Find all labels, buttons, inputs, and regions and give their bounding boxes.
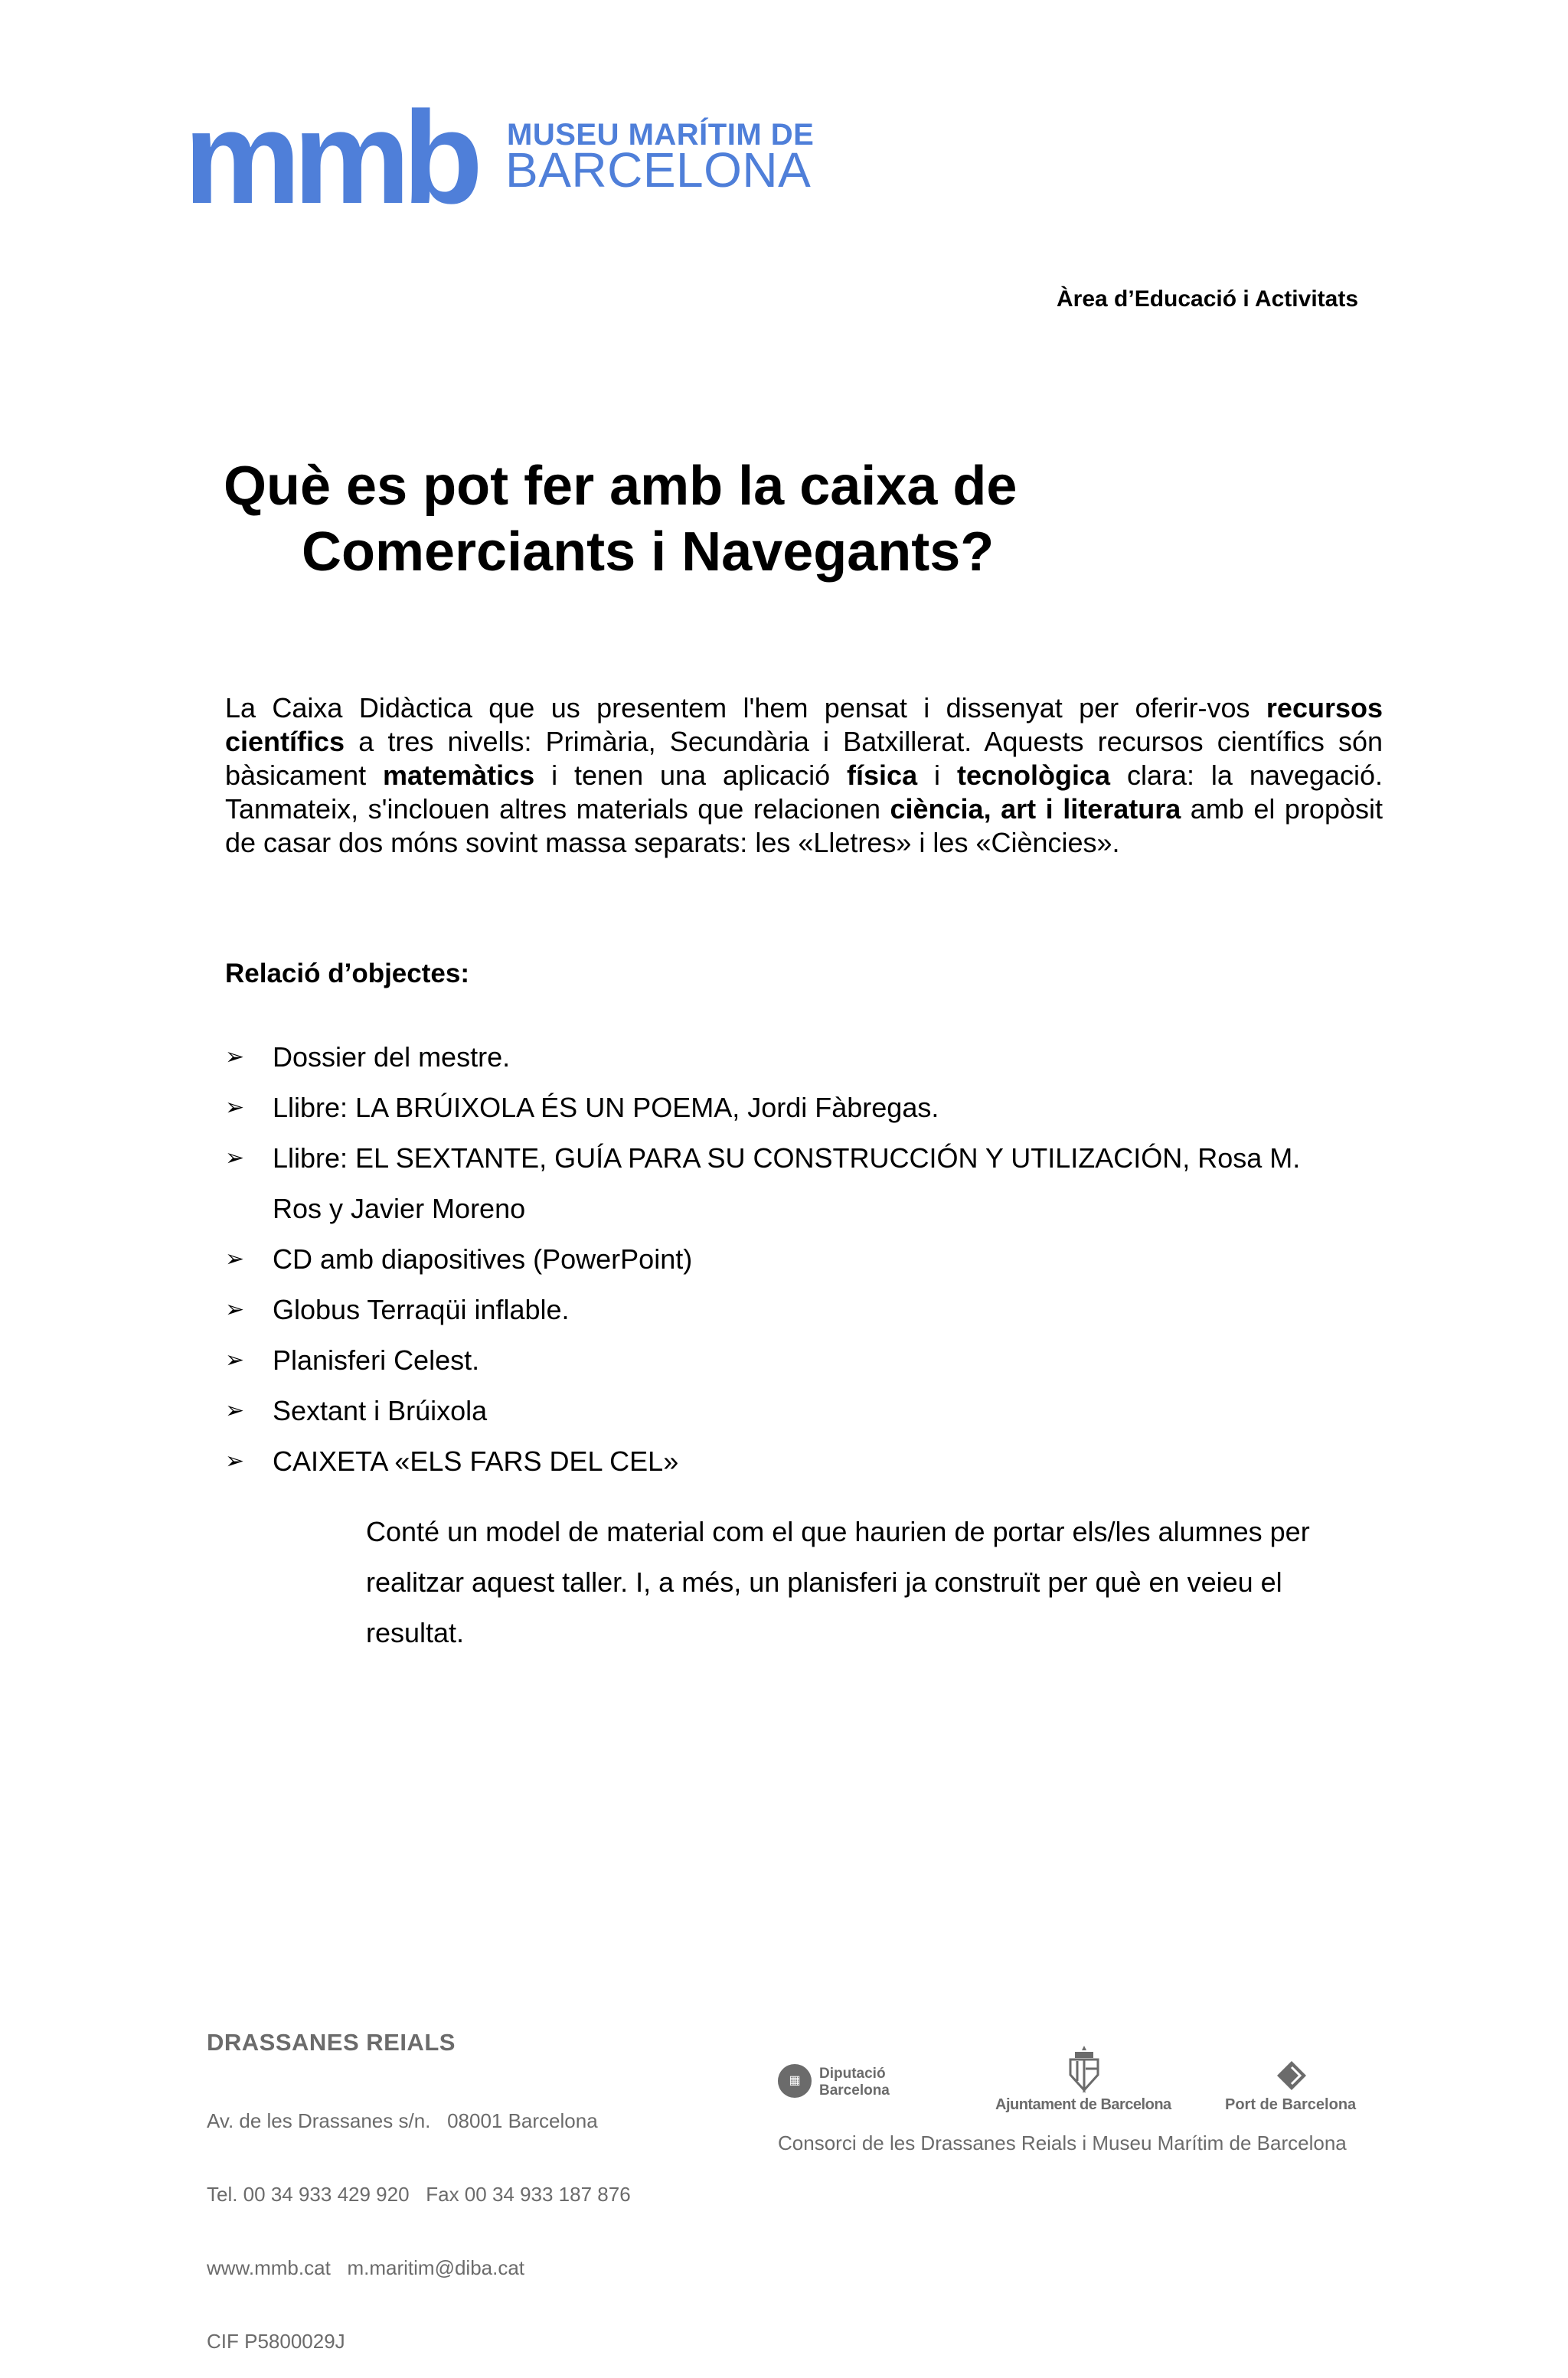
footer-address: Av. de les Drassanes s/n. 08001 Barcelona [207, 2109, 598, 2132]
department-label: Àrea d’Educació i Activitats [1056, 286, 1358, 312]
list-item-text: Dossier del mestre. [273, 1041, 511, 1073]
list-item [225, 1083, 1404, 1133]
intro-bold-run: ciència, art i literatura [890, 793, 1181, 825]
ajuntament-label: Ajuntament de Barcelona [995, 2096, 1171, 2113]
diputacio-label: Diputació Barcelona [819, 2066, 890, 2099]
footer-phone: Tel. 00 34 933 429 920 Fax 00 34 933 187 876 [207, 2183, 631, 2206]
title-line-1: Què es pot fer amb la caixa de [224, 456, 1018, 517]
footer-cif: CIF P5800029J [207, 2330, 345, 2353]
list-item-text: CD amb diapositives (PowerPoint) [273, 1243, 693, 1275]
arrow-bullet-icon: ➢ [225, 1449, 245, 1474]
list-item [225, 1436, 1404, 1487]
logo-text-line2: BARCELONA [505, 142, 812, 198]
intro-bold-run: matemàtics [383, 759, 535, 791]
intro-run: La Caixa Didàctica que us presentem l'hem pensat i dissenyat per oferir-vos [225, 692, 1266, 724]
list-item-text: Llibre: EL SEXTANTE, GUÍA PARA SU CONSTRUCCIÓN Y UTILIZACIÓN, Rosa M. [273, 1142, 1301, 1174]
arrow-bullet-icon: ➢ [225, 1044, 245, 1070]
list-item-text: Globus Terraqüi inflable. [273, 1294, 570, 1325]
port-logo [1225, 2060, 1370, 2113]
intro-bold-run: recursos científics [225, 692, 1383, 757]
objects-list [225, 1032, 1404, 1487]
list-item [225, 1032, 1404, 1083]
list-item [225, 1386, 1404, 1436]
list-item-text: Llibre: LA BRÚIXOLA ÉS UN POEMA, Jordi Fàbregas. [273, 1092, 939, 1123]
arrow-bullet-icon: ➢ [225, 1347, 245, 1373]
footer-web: www.mmb.cat m.maritim@diba.cat [207, 2256, 525, 2279]
arrow-bullet-icon: ➢ [225, 1145, 245, 1171]
arrow-bullet-icon: ➢ [225, 1297, 245, 1322]
intro-run: i [917, 759, 957, 791]
intro-paragraph [225, 691, 1383, 860]
list-item [225, 1335, 1404, 1386]
objects-heading: Relació d’objectes: [225, 959, 469, 988]
list-item-continuation: Ros y Javier Moreno [273, 1193, 526, 1224]
port-label: Port de Barcelona [1225, 2096, 1357, 2113]
port-diamond-icon [1276, 2060, 1308, 2092]
page-title [224, 453, 1165, 585]
list-item-text: Sextant i Brúixola [273, 1395, 488, 1426]
ajuntament-logo [995, 2044, 1179, 2113]
arrow-bullet-icon: ➢ [225, 1246, 245, 1272]
intro-bold-run: tecnològica [956, 759, 1111, 791]
list-item [225, 1234, 1404, 1285]
intro-run: amb el propòsit de casar dos móns sovint massa separats: les «Lletres» i les «Ciències». [225, 793, 1383, 858]
caixeta-note: Conté un model de material com el que haurien de portar els/les alumnes per realitzar aquest taller. I, a més, un planisferi ja construït per què en veieu el resultat. [366, 1516, 1310, 1648]
consorci-line: Consorci de les Drassanes Reials i Museu Marítim de Barcelona [778, 2131, 1347, 2154]
list-item [225, 1285, 1404, 1335]
list-item-text: CAIXETA «ELS FARS DEL CEL» [273, 1445, 679, 1477]
intro-run: i tenen una aplicació [534, 759, 848, 791]
intro-run: a tres nivells: Primària, Secundària i Batxillerat. Aquests recursos científics són bàsicament [225, 726, 1383, 791]
footer-contact [207, 2060, 631, 2378]
arrow-bullet-icon: ➢ [225, 1398, 245, 1423]
list-item-text: Planisferi Celest. [273, 1344, 480, 1376]
logo-mark: mmb [184, 84, 475, 231]
title-line-2: Comerciants i Navegants? [302, 521, 995, 583]
footer-title: DRASSANES REIALS [207, 2029, 456, 2056]
arrow-bullet-icon: ➢ [225, 1095, 245, 1120]
city-shield-icon [1063, 2044, 1106, 2093]
diputacio-emblem-icon: ▦ [778, 2064, 812, 2098]
list-item [225, 1133, 1404, 1234]
intro-bold-run: física [847, 759, 918, 791]
intro-run: clara: la navegació. Tanmateix, s'inclouen altres materials que relacionen [225, 759, 1383, 825]
logo-text-line1: MUSEU MARÍTIM DE [507, 118, 815, 152]
